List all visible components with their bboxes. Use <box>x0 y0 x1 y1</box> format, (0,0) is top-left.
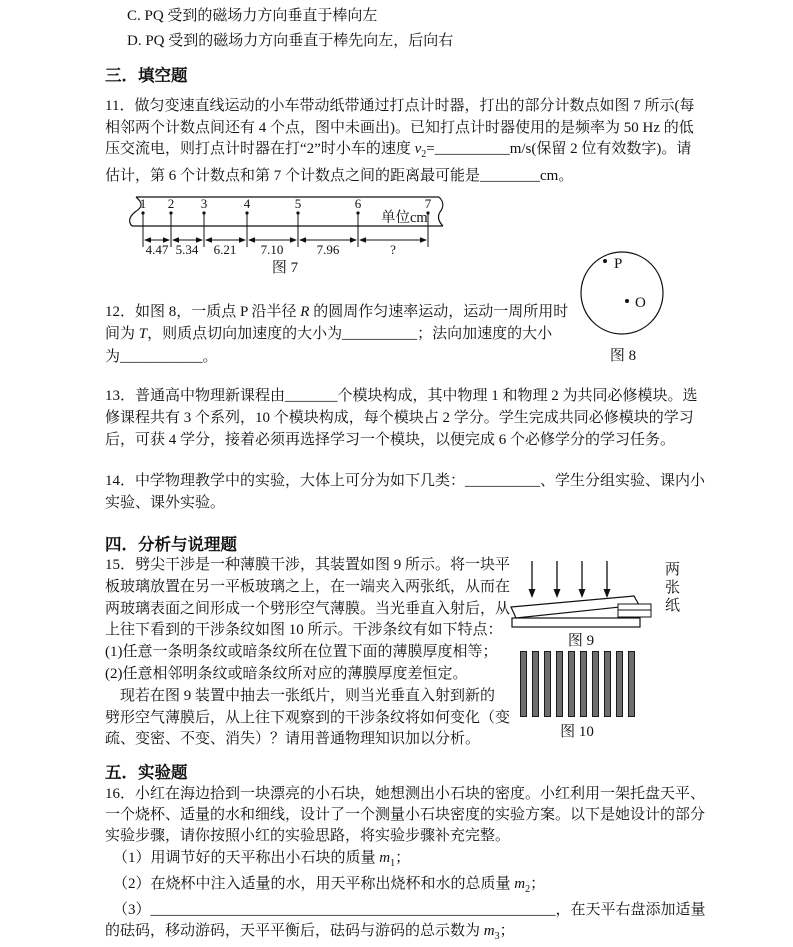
fringe-bars <box>520 651 635 717</box>
figure7-tape-diagram <box>115 191 455 257</box>
q15-line-2: 板玻璃放置在另一平板玻璃之上，在一端夹入两张纸，从而在 <box>105 578 511 595</box>
q15-line-3: 两玻璃表面之间形成一个劈形空气薄膜。当光垂直入射后，从 <box>105 600 511 617</box>
light-ray-arrowheads <box>529 589 611 598</box>
q16-step-3-post: ，在天平右盘添加适量 <box>555 902 706 919</box>
center-o-label: O <box>635 295 646 311</box>
fringe-bar <box>568 651 575 717</box>
tape-point-label: 5 <box>294 196 302 211</box>
tape-measurements <box>146 242 396 257</box>
question-14 <box>105 470 705 514</box>
q16-line-3: 实验步骤，请你按照小红的实验思路，将实验步骤补充完整。 <box>105 828 511 845</box>
q12-line-2 <box>105 323 575 345</box>
q16-line-2: 一个烧杯、适量的水和细线，设计了一个测量小石块密度的实验方案。以下是她设计的部分 <box>105 807 706 824</box>
q16-step-1-pre: （1）用调节好的天平称出小石块的质量 <box>113 849 380 866</box>
q12-line-1-post: 的圆周作匀速率运动，运动一周所用时 <box>309 304 569 320</box>
tape-measurement-value: 7.96 <box>316 242 340 257</box>
fig7-caption: 图 7 <box>271 260 299 276</box>
q12-line-3: 为___________。 <box>105 348 218 365</box>
tape-torn-right-edge <box>439 197 443 226</box>
fig10-caption: 图 10 <box>560 724 594 740</box>
mass3-subscript: 3 <box>494 931 500 943</box>
q15-line-7: 现若在图 9 装置中抽去一张纸片，则当光垂直入射到新的 <box>105 687 496 704</box>
question-12 <box>105 301 575 368</box>
q16-step-2-pre: （2）在烧杯中注入适量的水，用天平称出烧杯和水的总质量 <box>113 875 515 892</box>
radius-variable: R <box>300 304 310 320</box>
tape-measurement-value: 6.21 <box>213 242 237 257</box>
q13-line-3: 后，可获 4 学分，接着必须再选择学习一个模块，以便完成 6 个必修学分的学习任务。 <box>105 432 676 448</box>
fringe-bar <box>604 651 611 717</box>
point-p-dot <box>603 259 607 263</box>
tape-unit-label: 单位cm <box>381 210 428 226</box>
tape-point-label: 7 <box>424 196 432 211</box>
figure9-wedge-diagram <box>505 558 657 630</box>
option-c-text: C. PQ 受到的磁场力方向垂直于棒向左 <box>127 8 378 24</box>
q16-step-3-blank: ______________________________________________________ <box>150 902 556 919</box>
tape-point-label: 6 <box>354 196 362 211</box>
q12-line-1 <box>105 301 575 323</box>
fringe-bar <box>580 651 587 717</box>
figure8-circle-diagram <box>577 248 669 340</box>
mass2-variable: m <box>514 875 526 892</box>
q12-line-2-post: ，则质点切向加速度的大小为__________；法向加速度的大小 <box>147 326 553 343</box>
q15-line-9: 疏、变密、不变、消失）？请用普通物理知识加以分析。 <box>105 731 481 748</box>
q16-step-3-pre: （3） <box>113 902 151 919</box>
fringe-bar <box>616 651 623 717</box>
fig9-two-papers-label: 两张纸 <box>663 561 679 615</box>
section-title-fill-blanks: 三．填空题 <box>105 67 188 85</box>
fig9-caption: 图 9 <box>567 633 595 649</box>
q14-line-1: 14．中学物理教学中的实验，大体上可分为如下几类：__________、学生分组实验、课内小 <box>105 473 706 489</box>
q16-line-1: 16．小红在海边拾到一块漂亮的小石块，她想测出小石块的密度。小红利用一架托盘天平、 <box>105 786 706 802</box>
q11-line-1: 11．做匀变速直线运动的小车带动纸带通过打点计时器，打出的部分计数点如图 7 所示(每 <box>105 98 695 114</box>
point-p-label: P <box>614 256 623 272</box>
q16-line-4-post: ； <box>499 923 515 940</box>
q11-line-4: 估计，第 6 个计数点和第 7 个计数点之间的距离最可能是________cm。 <box>105 167 574 184</box>
tape-point-label: 4 <box>243 196 251 211</box>
mass3-variable: m <box>483 923 495 940</box>
tape-measurement-value: 4.47 <box>145 242 169 257</box>
lower-glass-plate <box>512 618 640 627</box>
paper-sheet-bottom <box>618 610 651 617</box>
q11-line-3 <box>105 139 705 166</box>
q15-line-1: 15．劈尖干涉是一种薄膜干涉，其装置如图 9 所示。将一块平 <box>105 557 511 573</box>
q15-line-8: 劈形空气薄膜后，从上往下观察到的干涉条纹将如何变化（变 <box>105 709 511 726</box>
tape-measurement-value: 5.34 <box>175 242 199 257</box>
question-15 <box>105 555 515 751</box>
mass1-variable: m <box>379 849 391 866</box>
fig8-caption: 图 8 <box>609 348 637 364</box>
q13-line-1: 13．普通高中物理新课程由_______个模块构成，其中物理 1 和物理 2 为共同必修模块。选 <box>105 388 698 404</box>
q11-line-3-pre: 压交流电，则打点计时器在打“2”时小车的速度 <box>105 141 415 157</box>
fringe-bar <box>532 651 539 717</box>
q15-line-6: (2)任意相邻明条纹或暗条纹所对应的薄膜厚度差恒定。 <box>105 665 468 682</box>
q11-line-3-post: =__________m/s(保留 2 位有效数字)。请 <box>426 141 692 157</box>
q15-line-4: 上往下看到的干涉条纹如图 10 所示。干涉条纹有如下特点： <box>105 622 503 639</box>
fringe-bar <box>592 651 599 717</box>
question-16 <box>105 784 715 947</box>
q13-line-2: 修课程共有 3 个系列，10 个模块构成，每个模块占 2 学分。学生完成共同必修模块的学习 <box>105 410 694 426</box>
section-title-analysis: 四．分析与说理题 <box>105 536 237 554</box>
velocity-variable: v <box>414 141 422 157</box>
mass2-subscript: 2 <box>525 883 531 895</box>
q16-step-1 <box>105 848 715 874</box>
q16-step-3 <box>105 900 715 921</box>
center-o-dot <box>625 299 629 303</box>
tape-point-label: 1 <box>139 196 147 211</box>
period-variable: T <box>138 326 148 343</box>
question-11 <box>105 96 705 187</box>
fringe-bar <box>544 651 551 717</box>
paper-sheet-top <box>618 604 651 610</box>
fringe-bar <box>628 651 635 717</box>
q11-line-2: 相邻两个计数点间还有 4 个点，图中未画出)。已知打点计时器使用的是频率为 50 Hz 的低 <box>105 119 694 136</box>
q14-line-2: 实验、课外实验。 <box>105 495 226 511</box>
q16-step-2 <box>105 874 715 900</box>
tape-point-label: 2 <box>167 196 175 211</box>
q15-line-5: (1)任意一条明条纹或暗条纹所在位置下面的薄膜厚度相等； <box>105 644 498 661</box>
tape-measurement-value: 7.10 <box>260 242 284 257</box>
q16-step-2-post: ； <box>530 875 546 892</box>
tape-point-numbers <box>140 196 432 211</box>
tape-measurement-value: ? <box>390 242 396 257</box>
q16-line-4 <box>105 921 715 947</box>
fringe-bar <box>520 651 527 717</box>
q12-line-1-pre: 12．如图 8，一质点 P 沿半径 <box>105 304 301 320</box>
option-d-text: D. PQ 受到的磁场力方向垂直于棒先向左，后向右 <box>127 33 454 49</box>
mass1-subscript: 1 <box>390 857 396 869</box>
q16-line-4-pre: 的砝码，移动游码，天平平衡后，砝码与游码的总示数为 <box>105 923 484 940</box>
section-title-experiment: 五．实验题 <box>105 764 188 782</box>
q16-step-1-post: ； <box>395 849 411 866</box>
tape-point-label: 3 <box>200 196 208 211</box>
fringe-bar <box>556 651 563 717</box>
question-13 <box>105 385 705 451</box>
q12-line-2-pre: 间为 <box>105 326 139 343</box>
velocity-subscript: 2 <box>421 149 427 160</box>
light-ray-arrows <box>532 561 607 591</box>
